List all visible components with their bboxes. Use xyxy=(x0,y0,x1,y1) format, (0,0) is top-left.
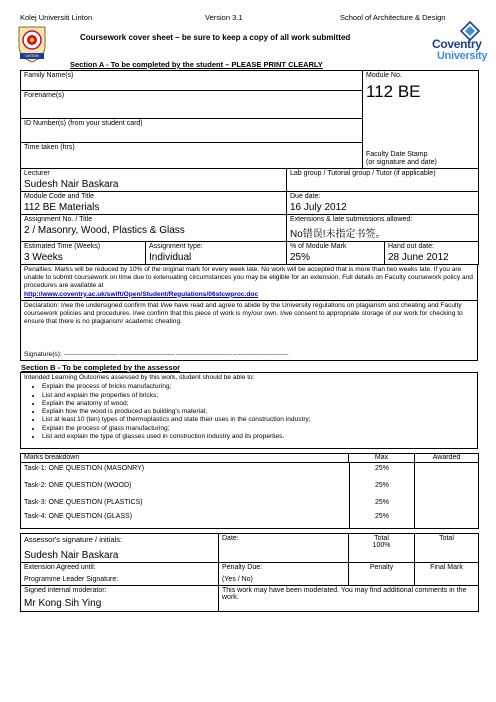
total-awarded-label: Total xyxy=(439,535,454,542)
forename-cell[interactable] xyxy=(21,91,363,119)
programme-leader-label: Programme Leader Signature: xyxy=(24,576,119,583)
penalty-due-label: Penalty Due: xyxy=(222,564,263,571)
coursework-policy-link[interactable]: http://www.coventry.ac.uk/swift/Open/Student/Regulations/06stcwproc.doc xyxy=(24,290,259,298)
extension-agreed-label: Extension Agreed until: xyxy=(24,564,96,571)
awarded-cell[interactable] xyxy=(415,463,479,529)
total-awarded-cell[interactable] xyxy=(415,534,479,563)
header-school: School of Architecture & Design xyxy=(340,13,446,22)
task-max: 25% xyxy=(374,513,389,520)
lab-group-label: Lab group / Tutorial group / Tutor (if applicable) xyxy=(290,170,436,177)
coventry-logo-line2: University xyxy=(437,50,488,62)
assignment-label: Assignment No. / Title xyxy=(24,216,93,223)
due-date-label: Due date: xyxy=(290,193,321,200)
ilo-item: • Explain how the wood is produced as building's material; xyxy=(42,408,474,416)
yes-no-text: (Yes / No) xyxy=(222,576,253,583)
section-b-heading: Section B - To be completed by the assessor xyxy=(21,363,181,372)
assignment-type-label: Assignment type: xyxy=(149,243,203,250)
doc-title: Coursework cover sheet – be sure to keep a copy of all work submitted xyxy=(80,33,351,42)
date-cell[interactable] xyxy=(219,534,349,563)
handout-date-value: 28 June 2012 xyxy=(388,252,449,263)
time-taken-cell[interactable] xyxy=(21,143,363,169)
lecturer-label: Lecturer xyxy=(24,170,50,177)
college-logo xyxy=(16,24,48,64)
assessor-name: Sudesh Nair Baskara xyxy=(24,550,119,561)
final-mark-cell[interactable] xyxy=(415,563,479,586)
lecturer-value: Sudesh Nair Baskara xyxy=(24,179,119,190)
time-taken-label: Time taken (hrs) xyxy=(24,144,75,151)
section-a-heading: Section A - To be completed by the student – PLEASE PRINT CLEARLY xyxy=(70,60,323,69)
task-name: Task-4: ONE QUESTION (GLASS) xyxy=(24,513,133,520)
ilo-item: • List and explain the properties of bricks; xyxy=(42,392,474,400)
module-code-label: Module Code and Title xyxy=(24,193,95,200)
task-name: Task-1: ONE QUESTION (MASONRY) xyxy=(24,465,145,472)
ilo-item: • Explain the process of glass manufacturing; xyxy=(42,425,474,433)
task-name: Task-3: ONE QUESTION (PLASTICS) xyxy=(24,499,143,506)
section-a-declaration-table xyxy=(20,264,478,361)
final-mark-label: Final Mark xyxy=(430,564,463,571)
moderator-label: Signed internal moderator: xyxy=(24,587,107,594)
extensions-value: No错误!未指定书签。 xyxy=(290,229,386,240)
module-no-value: 112 BE xyxy=(366,82,421,101)
marks-table xyxy=(20,453,479,529)
est-time-label: Estimated Time (Weeks) xyxy=(24,243,101,250)
ilo-item: • Explain the process of bricks manufacturing; xyxy=(42,383,474,391)
header-version: Version 3.1 xyxy=(205,13,243,22)
ilo-list xyxy=(24,383,474,441)
assessor-signature-label: Assessor's signature / initials: xyxy=(24,535,123,544)
ilo-item: • List and explain the type of glasses used in construction industry and its properties. xyxy=(42,433,474,441)
extensions-label: Extensions & late submissions allowed: xyxy=(290,216,413,223)
ilo-item: • List at least 10 (ten) types of thermoplastics and state their uses in the construction industry; xyxy=(42,416,474,424)
penalties-text: Penalties: Marks will be reduced by 10% of the original mark for every week late. No work will be accepted that is more than two weeks late. If you are unable to submit coursework on time due to extenuating circumstances you may be eligible for an extension. Full details on Faculty coursework policy and procedures are available at xyxy=(24,266,473,290)
module-no-cell xyxy=(363,71,479,169)
section-a-module-table xyxy=(20,168,479,265)
ilo-table xyxy=(20,372,478,449)
penalty-label: Penalty xyxy=(369,564,394,571)
penalty-due-cell[interactable] xyxy=(219,563,349,586)
max-label: Max xyxy=(374,454,389,461)
id-number-label: ID Number(s) (from your student card) xyxy=(24,120,143,127)
handout-date-label: Hand out date: xyxy=(388,243,434,250)
coventry-logo xyxy=(414,33,488,67)
est-time-value: 3 Weeks xyxy=(24,252,63,263)
coventry-logo-line1: Coventry xyxy=(432,37,482,51)
declaration-text: Declaration: I/we the undersigned confirm that I/we have read and agree to abide by the University regulations on plagiarism and cheating and Faculty coursework policies and procedures. I/we confirm that this piece of work is my/our own. I/we consent to appropriate storage of our work for checking to ensure that there is no plagiarism/ academic cheating. xyxy=(24,302,463,326)
forename-label: Forename(s) xyxy=(24,92,65,99)
moderation-note: This work may have been moderated. You may find additional comments in the work. xyxy=(222,587,467,601)
family-name-label: Family Name(s) xyxy=(24,72,74,79)
penalty-cell[interactable] xyxy=(349,563,415,586)
college-logo-banner: LINTON xyxy=(25,54,39,58)
moderator-name: Mr Kong Sih Ying xyxy=(24,598,102,609)
task-name: Task-2: ONE QUESTION (WOOD) xyxy=(24,482,132,489)
family-name-cell[interactable] xyxy=(21,71,363,91)
module-pct-label: % of Module Mark xyxy=(290,243,347,250)
ilo-item: • Explain the anatomy of wood; xyxy=(42,400,474,408)
total-label: Total xyxy=(374,535,389,542)
assignment-value: 2 / Masonry, Wood, Plastics & Glass xyxy=(24,225,185,236)
module-code-value: 112 BE Materials xyxy=(24,202,100,213)
ilo-intro: Intended Learning Outcomes assessed by this work, student should be able to: xyxy=(24,374,255,381)
header-institution: Kolej Universiti Linton xyxy=(20,13,93,22)
marks-breakdown-label: Marks breakdown xyxy=(24,454,80,461)
faculty-stamp-sub: (or signature and date) xyxy=(366,159,437,166)
faculty-stamp-label: Faculty Date Stamp xyxy=(366,151,428,158)
task-max: 25% xyxy=(374,465,389,472)
date-label: Date: xyxy=(222,535,239,542)
awarded-label: Awarded xyxy=(432,454,461,461)
extension-agreed-cell[interactable] xyxy=(21,563,219,586)
signature-label: Signature(s): xyxy=(24,351,62,358)
task-max: 25% xyxy=(374,482,389,489)
module-pct-value: 25% xyxy=(290,252,311,263)
task-max: 25% xyxy=(374,499,389,506)
signature-lines[interactable]: ------------------------------------- -------------------------------------- -------------------------------------- -------------------------------------- xyxy=(63,352,289,358)
assignment-type-value: Individual xyxy=(149,252,192,263)
id-number-cell[interactable] xyxy=(21,119,363,143)
section-a-identity-table xyxy=(20,70,479,169)
total-value: 100% xyxy=(372,542,391,549)
assessor-table xyxy=(20,533,479,612)
module-no-label: Module No. xyxy=(366,72,402,79)
due-date-value: 16 July 2012 xyxy=(290,202,347,213)
